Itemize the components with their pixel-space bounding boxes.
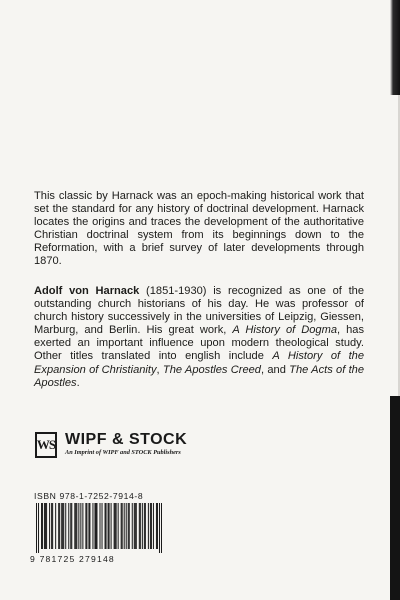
barcode-bar bbox=[71, 503, 72, 549]
work-title-dogma: A History of Dogma bbox=[232, 324, 337, 337]
bio-mid: , has exerted an important influence upon modern theological study. Other titles translated into english include bbox=[34, 324, 365, 363]
barcode-bar bbox=[94, 503, 95, 549]
barcode-bar bbox=[153, 503, 154, 549]
barcode-bar bbox=[44, 503, 45, 549]
author-name: Adolf von Harnack bbox=[34, 285, 140, 297]
barcode-bar bbox=[59, 503, 60, 549]
barcode-bar bbox=[150, 503, 151, 549]
barcode-bar bbox=[114, 503, 115, 549]
bio-separator: , bbox=[156, 363, 163, 376]
barcode-bar bbox=[145, 503, 146, 549]
barcode-digits: 9 781725 279148 bbox=[30, 554, 115, 564]
barcode-bar bbox=[128, 503, 129, 549]
barcode-bar bbox=[126, 503, 127, 549]
barcode-bar bbox=[51, 503, 52, 549]
barcode-bar bbox=[161, 503, 162, 553]
barcode-bar bbox=[76, 503, 77, 549]
barcode-bar bbox=[92, 503, 93, 549]
barcode-bar bbox=[151, 503, 152, 549]
barcode-bar bbox=[111, 503, 112, 549]
isbn-label: ISBN 978-1-7252-7914-8 bbox=[34, 491, 144, 501]
publisher-name: WIPF & STOCK bbox=[65, 431, 188, 448]
barcode-bar bbox=[68, 503, 69, 549]
description-paragraph: This classic by Harnack was an epoch-making historical work that set the standard for any history of doctrinal development. Harnack locates the origins and traces the development of the authoritative Christian doctrinal system from its beginnings down to the Reformation, with a brief survey of later developments through 1870. bbox=[34, 190, 364, 268]
publisher-tagline: An Imprint of WIPF and STOCK Publishers bbox=[65, 449, 181, 456]
barcode-bar bbox=[62, 503, 63, 549]
barcode-bar bbox=[42, 503, 43, 549]
barcode-bar bbox=[144, 503, 145, 549]
barcode-bar bbox=[78, 503, 79, 549]
work-title-expansion: A History of the Expansion of Christianity bbox=[34, 350, 364, 376]
barcode-bar bbox=[82, 503, 83, 549]
barcode-bar bbox=[124, 503, 125, 549]
work-title-acts: The Acts of the Apostles bbox=[34, 363, 365, 389]
barcode-bar bbox=[129, 503, 130, 549]
barcode-bar bbox=[49, 503, 50, 549]
barcode-bar bbox=[88, 503, 89, 549]
barcode-bar bbox=[63, 503, 64, 549]
barcode-bar bbox=[132, 503, 133, 549]
barcode-bar bbox=[135, 503, 136, 549]
barcode-icon bbox=[36, 503, 162, 553]
barcode-bar bbox=[139, 503, 140, 549]
bio-separator-and: , and bbox=[260, 363, 290, 376]
barcode-bar bbox=[102, 503, 103, 549]
barcode-bar bbox=[134, 503, 135, 549]
barcode-bar bbox=[89, 503, 90, 549]
barcode-bar bbox=[70, 503, 71, 549]
barcode-bar bbox=[140, 503, 141, 549]
barcode-bar bbox=[65, 503, 66, 549]
cover-edge-top bbox=[390, 0, 400, 95]
bio-intro: (1851-1930) is recognized as one of the outstanding church historians of his day. He was professor of church history successively in the universities of Leipzig, Giessen, Marburg, and Berlin. His great work, bbox=[34, 285, 365, 337]
barcode-bar bbox=[45, 503, 46, 549]
barcode-bar bbox=[41, 503, 42, 549]
author-bio-paragraph bbox=[34, 285, 364, 390]
barcode-bar bbox=[142, 503, 143, 549]
barcode-bar bbox=[118, 503, 119, 549]
barcode-bar bbox=[58, 503, 59, 549]
barcode-bar bbox=[148, 503, 149, 549]
barcode-bar bbox=[100, 503, 101, 549]
barcode-bar bbox=[61, 503, 62, 549]
barcode-bar bbox=[106, 503, 107, 549]
barcode-bar bbox=[108, 503, 109, 549]
barcode-bar bbox=[86, 503, 87, 549]
barcode-bar bbox=[95, 503, 96, 549]
barcode-bar bbox=[36, 503, 37, 553]
barcode-bar bbox=[157, 503, 158, 549]
barcode-bar bbox=[75, 503, 76, 549]
barcode-bar bbox=[55, 503, 56, 549]
barcode-bar bbox=[156, 503, 157, 549]
publisher-logo bbox=[35, 432, 275, 462]
barcode-bar bbox=[96, 503, 97, 549]
barcode-bar bbox=[52, 503, 53, 549]
barcode-bar bbox=[109, 503, 110, 549]
barcode-bar bbox=[38, 503, 39, 553]
barcode-bar bbox=[85, 503, 86, 549]
bio-end: . bbox=[76, 376, 80, 389]
barcode-bar bbox=[115, 503, 116, 549]
cover-edge-bottom bbox=[390, 396, 400, 600]
barcode-bar bbox=[159, 503, 160, 553]
barcode-bar bbox=[80, 503, 81, 549]
barcode-bar bbox=[121, 503, 122, 549]
barcode-bar bbox=[105, 503, 106, 549]
barcode-bar bbox=[136, 503, 137, 549]
work-title-creed: The Apostles Creed bbox=[162, 363, 261, 376]
barcode-bar bbox=[46, 503, 47, 549]
barcode-bar bbox=[116, 503, 117, 549]
barcode-bar bbox=[74, 503, 75, 549]
barcode-bar bbox=[122, 503, 123, 549]
publisher-logo-mark: WS bbox=[35, 432, 57, 458]
